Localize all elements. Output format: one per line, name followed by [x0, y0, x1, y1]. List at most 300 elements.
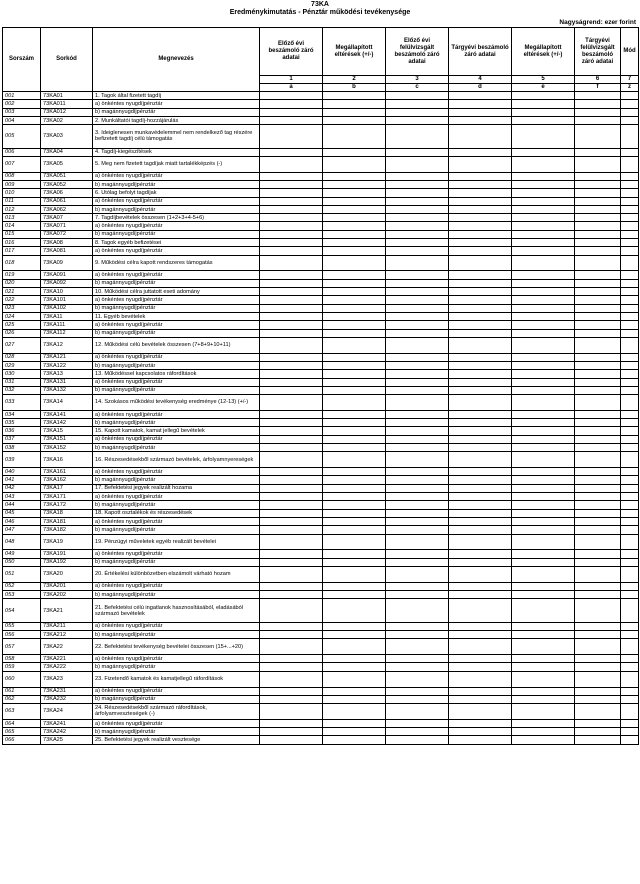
value-cell-col-z[interactable] [621, 172, 639, 180]
value-cell-col-f[interactable] [575, 370, 621, 378]
value-cell-col-e[interactable] [512, 214, 575, 222]
value-cell-col-e[interactable] [512, 197, 575, 205]
value-cell-col-a[interactable] [260, 493, 323, 501]
value-cell-col-c[interactable] [386, 329, 449, 337]
value-cell-col-c[interactable] [386, 410, 449, 418]
value-cell-col-d[interactable] [449, 288, 512, 296]
value-cell-col-c[interactable] [386, 247, 449, 255]
value-cell-col-d[interactable] [449, 321, 512, 329]
value-cell-col-e[interactable] [512, 239, 575, 247]
value-cell-col-f[interactable] [575, 230, 621, 238]
value-cell-col-a[interactable] [260, 419, 323, 427]
value-cell-col-c[interactable] [386, 92, 449, 100]
value-cell-col-z[interactable] [621, 639, 639, 655]
value-cell-col-e[interactable] [512, 361, 575, 369]
value-cell-col-z[interactable] [621, 509, 639, 517]
value-cell-col-f[interactable] [575, 435, 621, 443]
value-cell-col-a[interactable] [260, 312, 323, 320]
value-cell-col-e[interactable] [512, 419, 575, 427]
value-cell-col-c[interactable] [386, 125, 449, 148]
value-cell-col-z[interactable] [621, 671, 639, 687]
value-cell-col-e[interactable] [512, 435, 575, 443]
value-cell-col-e[interactable] [512, 736, 575, 744]
value-cell-col-z[interactable] [621, 353, 639, 361]
value-cell-col-c[interactable] [386, 395, 449, 411]
value-cell-col-b[interactable] [323, 125, 386, 148]
value-cell-col-d[interactable] [449, 180, 512, 188]
value-cell-col-e[interactable] [512, 180, 575, 188]
value-cell-col-a[interactable] [260, 247, 323, 255]
value-cell-col-a[interactable] [260, 728, 323, 736]
value-cell-col-f[interactable] [575, 197, 621, 205]
value-cell-col-e[interactable] [512, 271, 575, 279]
value-cell-col-f[interactable] [575, 444, 621, 452]
value-cell-col-d[interactable] [449, 444, 512, 452]
value-cell-col-z[interactable] [621, 255, 639, 271]
value-cell-col-z[interactable] [621, 501, 639, 509]
value-cell-col-e[interactable] [512, 534, 575, 550]
value-cell-col-z[interactable] [621, 125, 639, 148]
value-cell-col-a[interactable] [260, 509, 323, 517]
value-cell-col-c[interactable] [386, 156, 449, 172]
value-cell-col-f[interactable] [575, 484, 621, 492]
value-cell-col-b[interactable] [323, 501, 386, 509]
value-cell-col-b[interactable] [323, 639, 386, 655]
value-cell-col-z[interactable] [621, 435, 639, 443]
value-cell-col-a[interactable] [260, 591, 323, 599]
value-cell-col-e[interactable] [512, 92, 575, 100]
value-cell-col-b[interactable] [323, 230, 386, 238]
value-cell-col-z[interactable] [621, 370, 639, 378]
value-cell-col-b[interactable] [323, 468, 386, 476]
value-cell-col-d[interactable] [449, 214, 512, 222]
value-cell-col-d[interactable] [449, 337, 512, 353]
value-cell-col-a[interactable] [260, 468, 323, 476]
value-cell-col-z[interactable] [621, 687, 639, 695]
value-cell-col-d[interactable] [449, 116, 512, 124]
value-cell-col-d[interactable] [449, 427, 512, 435]
value-cell-col-b[interactable] [323, 550, 386, 558]
value-cell-col-f[interactable] [575, 622, 621, 630]
value-cell-col-c[interactable] [386, 444, 449, 452]
value-cell-col-f[interactable] [575, 468, 621, 476]
value-cell-col-a[interactable] [260, 631, 323, 639]
value-cell-col-f[interactable] [575, 582, 621, 590]
value-cell-col-z[interactable] [621, 337, 639, 353]
value-cell-col-f[interactable] [575, 395, 621, 411]
value-cell-col-f[interactable] [575, 125, 621, 148]
value-cell-col-f[interactable] [575, 386, 621, 394]
value-cell-col-f[interactable] [575, 378, 621, 386]
value-cell-col-z[interactable] [621, 476, 639, 484]
value-cell-col-c[interactable] [386, 100, 449, 108]
value-cell-col-a[interactable] [260, 296, 323, 304]
value-cell-col-z[interactable] [621, 239, 639, 247]
value-cell-col-f[interactable] [575, 476, 621, 484]
value-cell-col-d[interactable] [449, 410, 512, 418]
value-cell-col-a[interactable] [260, 156, 323, 172]
value-cell-col-a[interactable] [260, 353, 323, 361]
value-cell-col-d[interactable] [449, 566, 512, 582]
value-cell-col-e[interactable] [512, 452, 575, 468]
value-cell-col-d[interactable] [449, 631, 512, 639]
value-cell-col-d[interactable] [449, 108, 512, 116]
value-cell-col-d[interactable] [449, 550, 512, 558]
value-cell-col-e[interactable] [512, 189, 575, 197]
value-cell-col-b[interactable] [323, 172, 386, 180]
value-cell-col-f[interactable] [575, 671, 621, 687]
value-cell-col-f[interactable] [575, 189, 621, 197]
value-cell-col-e[interactable] [512, 501, 575, 509]
value-cell-col-f[interactable] [575, 214, 621, 222]
value-cell-col-a[interactable] [260, 501, 323, 509]
value-cell-col-d[interactable] [449, 501, 512, 509]
value-cell-col-d[interactable] [449, 312, 512, 320]
value-cell-col-c[interactable] [386, 550, 449, 558]
value-cell-col-e[interactable] [512, 172, 575, 180]
value-cell-col-d[interactable] [449, 125, 512, 148]
value-cell-col-c[interactable] [386, 427, 449, 435]
value-cell-col-e[interactable] [512, 321, 575, 329]
value-cell-col-e[interactable] [512, 476, 575, 484]
value-cell-col-d[interactable] [449, 671, 512, 687]
value-cell-col-c[interactable] [386, 304, 449, 312]
value-cell-col-d[interactable] [449, 230, 512, 238]
value-cell-col-a[interactable] [260, 370, 323, 378]
value-cell-col-c[interactable] [386, 452, 449, 468]
value-cell-col-z[interactable] [621, 484, 639, 492]
value-cell-col-e[interactable] [512, 296, 575, 304]
value-cell-col-z[interactable] [621, 719, 639, 727]
value-cell-col-a[interactable] [260, 321, 323, 329]
value-cell-col-z[interactable] [621, 566, 639, 582]
value-cell-col-b[interactable] [323, 655, 386, 663]
value-cell-col-a[interactable] [260, 736, 323, 744]
value-cell-col-c[interactable] [386, 116, 449, 124]
value-cell-col-c[interactable] [386, 509, 449, 517]
value-cell-col-b[interactable] [323, 476, 386, 484]
value-cell-col-b[interactable] [323, 156, 386, 172]
value-cell-col-c[interactable] [386, 719, 449, 727]
value-cell-col-b[interactable] [323, 517, 386, 525]
value-cell-col-a[interactable] [260, 304, 323, 312]
value-cell-col-c[interactable] [386, 288, 449, 296]
value-cell-col-d[interactable] [449, 296, 512, 304]
value-cell-col-e[interactable] [512, 517, 575, 525]
value-cell-col-e[interactable] [512, 695, 575, 703]
value-cell-col-b[interactable] [323, 435, 386, 443]
value-cell-col-f[interactable] [575, 719, 621, 727]
value-cell-col-b[interactable] [323, 180, 386, 188]
value-cell-col-a[interactable] [260, 655, 323, 663]
value-cell-col-a[interactable] [260, 92, 323, 100]
value-cell-col-d[interactable] [449, 476, 512, 484]
value-cell-col-b[interactable] [323, 108, 386, 116]
value-cell-col-e[interactable] [512, 655, 575, 663]
value-cell-col-f[interactable] [575, 728, 621, 736]
value-cell-col-d[interactable] [449, 655, 512, 663]
value-cell-col-b[interactable] [323, 591, 386, 599]
value-cell-col-a[interactable] [260, 671, 323, 687]
value-cell-col-z[interactable] [621, 108, 639, 116]
value-cell-col-b[interactable] [323, 304, 386, 312]
value-cell-col-e[interactable] [512, 205, 575, 213]
value-cell-col-z[interactable] [621, 304, 639, 312]
value-cell-col-b[interactable] [323, 386, 386, 394]
value-cell-col-f[interactable] [575, 501, 621, 509]
value-cell-col-z[interactable] [621, 517, 639, 525]
value-cell-col-b[interactable] [323, 255, 386, 271]
value-cell-col-a[interactable] [260, 704, 323, 720]
value-cell-col-c[interactable] [386, 337, 449, 353]
value-cell-col-a[interactable] [260, 427, 323, 435]
value-cell-col-f[interactable] [575, 148, 621, 156]
value-cell-col-d[interactable] [449, 728, 512, 736]
value-cell-col-f[interactable] [575, 493, 621, 501]
value-cell-col-b[interactable] [323, 493, 386, 501]
value-cell-col-b[interactable] [323, 452, 386, 468]
value-cell-col-z[interactable] [621, 631, 639, 639]
value-cell-col-b[interactable] [323, 296, 386, 304]
value-cell-col-z[interactable] [621, 279, 639, 287]
value-cell-col-e[interactable] [512, 591, 575, 599]
value-cell-col-a[interactable] [260, 599, 323, 622]
value-cell-col-a[interactable] [260, 100, 323, 108]
value-cell-col-e[interactable] [512, 329, 575, 337]
value-cell-col-f[interactable] [575, 329, 621, 337]
value-cell-col-d[interactable] [449, 386, 512, 394]
value-cell-col-c[interactable] [386, 704, 449, 720]
value-cell-col-c[interactable] [386, 695, 449, 703]
value-cell-col-f[interactable] [575, 736, 621, 744]
value-cell-col-b[interactable] [323, 566, 386, 582]
value-cell-col-z[interactable] [621, 558, 639, 566]
value-cell-col-z[interactable] [621, 452, 639, 468]
value-cell-col-e[interactable] [512, 288, 575, 296]
value-cell-col-b[interactable] [323, 728, 386, 736]
value-cell-col-e[interactable] [512, 444, 575, 452]
value-cell-col-a[interactable] [260, 517, 323, 525]
value-cell-col-e[interactable] [512, 484, 575, 492]
value-cell-col-c[interactable] [386, 255, 449, 271]
value-cell-col-z[interactable] [621, 427, 639, 435]
value-cell-col-c[interactable] [386, 214, 449, 222]
value-cell-col-a[interactable] [260, 582, 323, 590]
value-cell-col-c[interactable] [386, 526, 449, 534]
value-cell-col-a[interactable] [260, 639, 323, 655]
value-cell-col-z[interactable] [621, 493, 639, 501]
value-cell-col-c[interactable] [386, 501, 449, 509]
value-cell-col-f[interactable] [575, 526, 621, 534]
value-cell-col-c[interactable] [386, 663, 449, 671]
value-cell-col-a[interactable] [260, 476, 323, 484]
value-cell-col-f[interactable] [575, 222, 621, 230]
value-cell-col-a[interactable] [260, 279, 323, 287]
value-cell-col-f[interactable] [575, 92, 621, 100]
value-cell-col-b[interactable] [323, 444, 386, 452]
value-cell-col-b[interactable] [323, 370, 386, 378]
value-cell-col-z[interactable] [621, 205, 639, 213]
value-cell-col-d[interactable] [449, 534, 512, 550]
value-cell-col-e[interactable] [512, 337, 575, 353]
value-cell-col-b[interactable] [323, 419, 386, 427]
value-cell-col-b[interactable] [323, 353, 386, 361]
value-cell-col-e[interactable] [512, 230, 575, 238]
value-cell-col-z[interactable] [621, 156, 639, 172]
value-cell-col-d[interactable] [449, 622, 512, 630]
value-cell-col-f[interactable] [575, 271, 621, 279]
value-cell-col-e[interactable] [512, 378, 575, 386]
value-cell-col-z[interactable] [621, 116, 639, 124]
value-cell-col-c[interactable] [386, 476, 449, 484]
value-cell-col-f[interactable] [575, 156, 621, 172]
value-cell-col-c[interactable] [386, 493, 449, 501]
value-cell-col-d[interactable] [449, 100, 512, 108]
value-cell-col-a[interactable] [260, 361, 323, 369]
value-cell-col-c[interactable] [386, 687, 449, 695]
value-cell-col-b[interactable] [323, 222, 386, 230]
value-cell-col-b[interactable] [323, 239, 386, 247]
value-cell-col-b[interactable] [323, 558, 386, 566]
value-cell-col-e[interactable] [512, 558, 575, 566]
value-cell-col-d[interactable] [449, 663, 512, 671]
value-cell-col-f[interactable] [575, 353, 621, 361]
value-cell-col-a[interactable] [260, 214, 323, 222]
value-cell-col-z[interactable] [621, 526, 639, 534]
value-cell-col-z[interactable] [621, 100, 639, 108]
value-cell-col-d[interactable] [449, 370, 512, 378]
value-cell-col-f[interactable] [575, 566, 621, 582]
value-cell-col-d[interactable] [449, 172, 512, 180]
value-cell-col-z[interactable] [621, 395, 639, 411]
value-cell-col-z[interactable] [621, 247, 639, 255]
value-cell-col-a[interactable] [260, 197, 323, 205]
value-cell-col-a[interactable] [260, 687, 323, 695]
value-cell-col-b[interactable] [323, 395, 386, 411]
value-cell-col-e[interactable] [512, 599, 575, 622]
value-cell-col-c[interactable] [386, 622, 449, 630]
value-cell-col-b[interactable] [323, 378, 386, 386]
value-cell-col-z[interactable] [621, 599, 639, 622]
value-cell-col-z[interactable] [621, 736, 639, 744]
value-cell-col-f[interactable] [575, 452, 621, 468]
value-cell-col-a[interactable] [260, 329, 323, 337]
value-cell-col-a[interactable] [260, 172, 323, 180]
value-cell-col-c[interactable] [386, 655, 449, 663]
value-cell-col-c[interactable] [386, 599, 449, 622]
value-cell-col-z[interactable] [621, 288, 639, 296]
value-cell-col-e[interactable] [512, 370, 575, 378]
value-cell-col-e[interactable] [512, 719, 575, 727]
value-cell-col-z[interactable] [621, 582, 639, 590]
value-cell-col-f[interactable] [575, 687, 621, 695]
value-cell-col-b[interactable] [323, 671, 386, 687]
value-cell-col-f[interactable] [575, 116, 621, 124]
value-cell-col-d[interactable] [449, 695, 512, 703]
value-cell-col-a[interactable] [260, 337, 323, 353]
value-cell-col-e[interactable] [512, 125, 575, 148]
value-cell-col-z[interactable] [621, 728, 639, 736]
value-cell-col-b[interactable] [323, 736, 386, 744]
value-cell-col-c[interactable] [386, 353, 449, 361]
value-cell-col-b[interactable] [323, 410, 386, 418]
value-cell-col-b[interactable] [323, 279, 386, 287]
value-cell-col-b[interactable] [323, 427, 386, 435]
value-cell-col-d[interactable] [449, 304, 512, 312]
value-cell-col-z[interactable] [621, 148, 639, 156]
value-cell-col-c[interactable] [386, 736, 449, 744]
value-cell-col-z[interactable] [621, 410, 639, 418]
value-cell-col-e[interactable] [512, 222, 575, 230]
value-cell-col-c[interactable] [386, 419, 449, 427]
value-cell-col-a[interactable] [260, 378, 323, 386]
value-cell-col-d[interactable] [449, 419, 512, 427]
value-cell-col-b[interactable] [323, 509, 386, 517]
value-cell-col-z[interactable] [621, 222, 639, 230]
value-cell-col-c[interactable] [386, 222, 449, 230]
value-cell-col-e[interactable] [512, 100, 575, 108]
value-cell-col-b[interactable] [323, 582, 386, 590]
value-cell-col-a[interactable] [260, 116, 323, 124]
value-cell-col-d[interactable] [449, 239, 512, 247]
value-cell-col-z[interactable] [621, 591, 639, 599]
value-cell-col-e[interactable] [512, 395, 575, 411]
value-cell-col-a[interactable] [260, 108, 323, 116]
value-cell-col-f[interactable] [575, 108, 621, 116]
value-cell-col-e[interactable] [512, 279, 575, 287]
value-cell-col-b[interactable] [323, 247, 386, 255]
value-cell-col-c[interactable] [386, 180, 449, 188]
value-cell-col-b[interactable] [323, 337, 386, 353]
value-cell-col-b[interactable] [323, 663, 386, 671]
value-cell-col-c[interactable] [386, 361, 449, 369]
value-cell-col-e[interactable] [512, 410, 575, 418]
value-cell-col-f[interactable] [575, 304, 621, 312]
value-cell-col-d[interactable] [449, 189, 512, 197]
value-cell-col-f[interactable] [575, 100, 621, 108]
value-cell-col-c[interactable] [386, 631, 449, 639]
value-cell-col-f[interactable] [575, 172, 621, 180]
value-cell-col-a[interactable] [260, 271, 323, 279]
value-cell-col-c[interactable] [386, 271, 449, 279]
value-cell-col-z[interactable] [621, 378, 639, 386]
value-cell-col-e[interactable] [512, 156, 575, 172]
value-cell-col-c[interactable] [386, 484, 449, 492]
value-cell-col-e[interactable] [512, 671, 575, 687]
value-cell-col-f[interactable] [575, 279, 621, 287]
value-cell-col-z[interactable] [621, 197, 639, 205]
value-cell-col-z[interactable] [621, 312, 639, 320]
value-cell-col-c[interactable] [386, 312, 449, 320]
value-cell-col-c[interactable] [386, 671, 449, 687]
value-cell-col-d[interactable] [449, 704, 512, 720]
value-cell-col-b[interactable] [323, 719, 386, 727]
value-cell-col-c[interactable] [386, 279, 449, 287]
value-cell-col-b[interactable] [323, 312, 386, 320]
value-cell-col-e[interactable] [512, 704, 575, 720]
value-cell-col-e[interactable] [512, 687, 575, 695]
value-cell-col-f[interactable] [575, 655, 621, 663]
value-cell-col-f[interactable] [575, 591, 621, 599]
value-cell-col-d[interactable] [449, 395, 512, 411]
value-cell-col-c[interactable] [386, 582, 449, 590]
value-cell-col-c[interactable] [386, 205, 449, 213]
value-cell-col-b[interactable] [323, 214, 386, 222]
value-cell-col-f[interactable] [575, 427, 621, 435]
value-cell-col-f[interactable] [575, 639, 621, 655]
value-cell-col-a[interactable] [260, 222, 323, 230]
value-cell-col-c[interactable] [386, 728, 449, 736]
